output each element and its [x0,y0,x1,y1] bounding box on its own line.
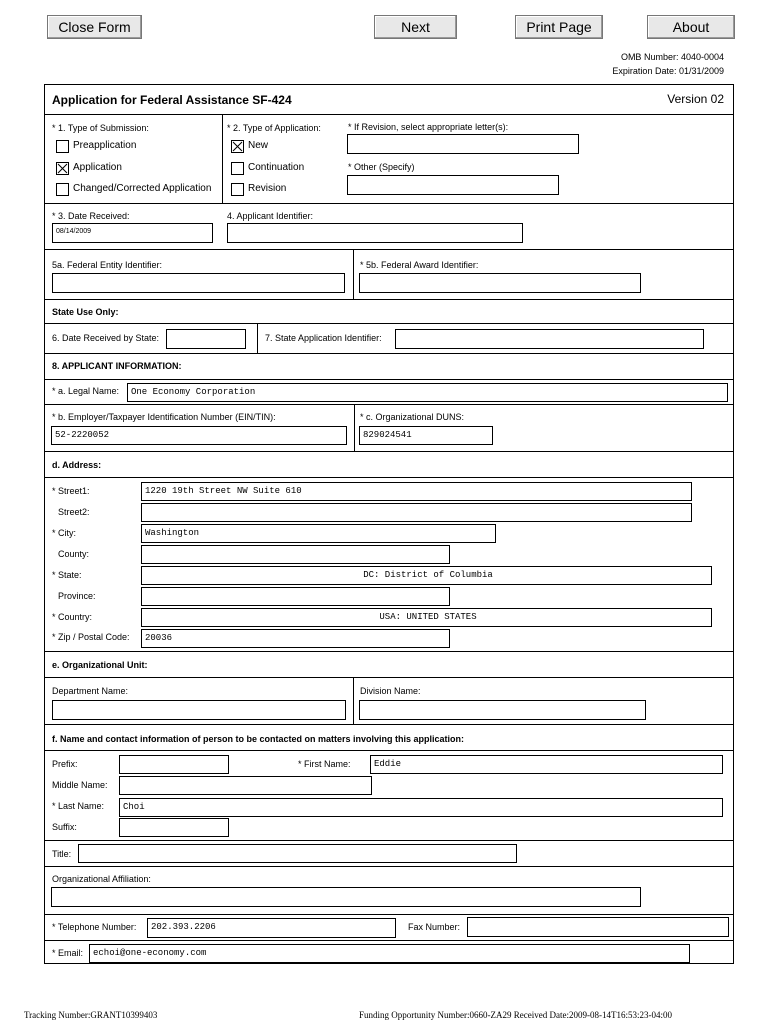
close-form-button[interactable]: Close Form [47,15,142,39]
option-preapplication: Preapplication [73,140,137,151]
first-name-field[interactable]: Eddie [370,755,723,774]
federal-award-identifier-label: * 5b. Federal Award Identifier: [360,260,479,270]
state-label: * State: [52,570,82,580]
province-label: Province: [58,591,96,601]
last-name-field[interactable]: Choi [119,798,723,817]
divider [44,750,734,751]
application-type-label: * 2. Type of Application: [227,123,321,133]
date-received-by-state-field[interactable] [166,329,246,349]
checkbox-revision[interactable] [231,183,244,196]
duns-label: * c. Organizational DUNS: [360,412,465,422]
divider [44,651,734,652]
legal-name-label: * a. Legal Name: [52,386,120,396]
state-use-header: State Use Only: [52,307,119,317]
zip-label: * Zip / Postal Code: [52,632,130,642]
organizational-unit-header: e. Organizational Unit: [52,660,148,670]
other-specify-field[interactable] [347,175,559,195]
country-label: * Country: [52,612,93,622]
street1-field[interactable]: 1220 19th Street NW Suite 610 [141,482,692,501]
city-label: * City: [52,528,77,538]
about-button[interactable]: About [647,15,735,39]
division-name-label: Division Name: [360,686,421,696]
address-header: d. Address: [52,460,102,470]
ein-field[interactable]: 52-2220052 [51,426,347,445]
ein-label: * b. Employer/Taxpayer Identification Number (EIN/TIN): [52,412,276,422]
email-field[interactable]: echoi@one-economy.com [89,944,690,963]
divider [44,379,734,380]
fax-number-field[interactable] [467,917,729,937]
last-name-label: * Last Name: [52,801,105,811]
divider [44,114,734,115]
duns-field[interactable]: 829024541 [359,426,493,445]
next-button[interactable]: Next [374,15,457,39]
divider [44,353,734,354]
option-continuation: Continuation [248,162,305,173]
telephone-label: * Telephone Number: [52,922,137,932]
divider [257,323,258,353]
province-field[interactable] [141,587,450,606]
divider [44,724,734,725]
email-label: * Email: [52,948,84,958]
revision-letter-field[interactable] [347,134,579,154]
prefix-field[interactable] [119,755,229,774]
option-revision: Revision [248,183,287,194]
prefix-label: Prefix: [52,759,78,769]
county-field[interactable] [141,545,450,564]
divider [353,677,354,724]
division-name-field[interactable] [359,700,646,720]
funding-opportunity-number: Funding Opportunity Number:0660-ZA29 Received Date:2009-08-14T16:53:23-04:00 [359,1010,672,1020]
checkmark-x-icon [57,163,68,174]
option-changed-corrected: Changed/Corrected Application [73,183,212,194]
first-name-label: * First Name: [298,759,351,769]
other-specify-label: * Other (Specify) [348,162,415,172]
divider [354,404,355,451]
department-name-label: Department Name: [52,686,129,696]
divider [44,914,734,915]
divider [353,249,354,299]
option-new: New [248,140,269,151]
divider [44,299,734,300]
zip-field[interactable]: 20036 [141,629,450,648]
divider [44,866,734,867]
suffix-label: Suffix: [52,822,77,832]
submission-type-label: * 1. Type of Submission: [52,123,149,133]
middle-name-field[interactable] [119,776,372,795]
fax-number-label: Fax Number: [408,922,461,932]
organizational-affiliation-field[interactable] [51,887,641,907]
street1-label: * Street1: [52,486,90,496]
federal-award-identifier-field[interactable] [359,273,641,293]
date-received-field[interactable]: 08/14/2009 [52,223,213,243]
title-field[interactable] [78,844,517,863]
federal-entity-identifier-field[interactable] [52,273,345,293]
applicant-identifier-label: 4. Applicant Identifier: [227,211,314,221]
state-application-identifier-field[interactable] [395,329,704,349]
state-select[interactable]: DC: District of Columbia [141,566,712,585]
date-received-by-state-label: 6. Date Received by State: [52,333,160,343]
telephone-field[interactable]: 202.393.2206 [147,918,396,938]
date-received-label: * 3. Date Received: [52,211,130,221]
omb-number: OMB Number: 4040-0004 [620,52,724,62]
federal-entity-identifier-label: 5a. Federal Entity Identifier: [52,260,163,270]
divider [44,940,734,941]
applicant-identifier-field[interactable] [227,223,523,243]
street2-field[interactable] [141,503,692,522]
print-page-button[interactable]: Print Page [515,15,603,39]
organizational-affiliation-label: Organizational Affiliation: [52,874,151,884]
city-field[interactable]: Washington [141,524,496,543]
county-label: County: [58,549,90,559]
revision-letter-label: * If Revision, select appropriate letter(s): [348,122,509,132]
applicant-information-header: 8. APPLICANT INFORMATION: [52,361,182,371]
state-application-identifier-label: 7. State Application Identifier: [265,333,382,343]
suffix-field[interactable] [119,818,229,837]
divider [44,677,734,678]
divider [44,404,734,405]
divider [44,203,734,204]
checkbox-continuation[interactable] [231,162,244,175]
checkmark-x-icon [232,141,243,152]
divider [44,323,734,324]
checkbox-changed-corrected[interactable] [56,183,69,196]
divider [44,249,734,250]
contact-header: f. Name and contact information of person to be contacted on matters involving this application: [52,734,465,744]
tracking-number: Tracking Number:GRANT10399403 [24,1010,158,1020]
checkbox-preapplication[interactable] [56,140,69,153]
middle-name-label: Middle Name: [52,780,108,790]
title-label: Title: [52,849,72,859]
divider [44,840,734,841]
option-application: Application [73,162,122,173]
legal-name-field[interactable]: One Economy Corporation [127,383,728,402]
divider [44,477,734,478]
checkbox-new[interactable] [231,140,244,153]
form-version: Version 02 [667,92,724,106]
country-select[interactable]: USA: UNITED STATES [141,608,712,627]
street2-label: Street2: [58,507,90,517]
expiration-date: Expiration Date: 01/31/2009 [612,66,724,76]
divider [44,451,734,452]
divider [222,114,223,203]
checkbox-application[interactable] [56,162,69,175]
form-title: Application for Federal Assistance SF-424 [52,93,292,107]
department-name-field[interactable] [52,700,346,720]
